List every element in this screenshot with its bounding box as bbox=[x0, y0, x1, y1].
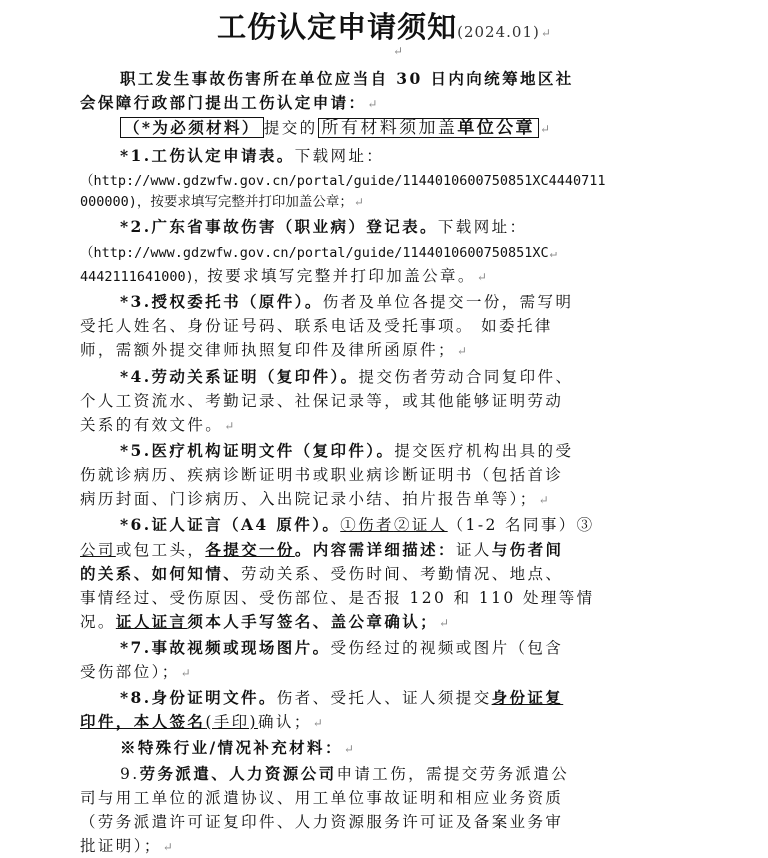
item-9-line-3: （劳务派遣许可证复印件、人力资源服务许可证及备案业务审 bbox=[80, 813, 564, 831]
item-3: *3.授权委托书（原件）。伤者及单位各提交一份，需写明 bbox=[120, 292, 574, 311]
blank-line-mark: ↵ bbox=[393, 44, 404, 58]
item-7-line-2: 受伤部位）；↵ bbox=[80, 663, 194, 681]
item-2: *2.广东省事故伤害（职业病）登记表。下载网址： bbox=[120, 217, 528, 236]
item-6: *6.证人证言（A4 原件）。①伤者②证人（1-2 名同事）③ bbox=[120, 515, 595, 534]
item-9-line-2: 司与用工单位的派遣协议、用工单位事故证明和相应业务资质 bbox=[80, 789, 564, 807]
document-title: 工伤认定申请须知(2024.01)↵ bbox=[217, 10, 551, 44]
item-4-line-2: 个人工资流水、考勤记录、社保记录等，或其他能够证明劳动 bbox=[80, 392, 564, 410]
item-6-line-4: 事情经过、受伤原因、受伤部位、是否报 120 和 110 处理等情 bbox=[80, 589, 595, 607]
item-6-line-2: 公司或包工头，各提交一份。内容需详细描述：证人与伤者间 bbox=[80, 540, 564, 559]
item-7: *7.事故视频或现场图片。受伤经过的视频或图片（包含 bbox=[120, 638, 564, 657]
item-1-url-end: 000000)，按要求填写完整并打印加盖公章；↵ bbox=[80, 194, 367, 210]
item-1-url: （http://www.gdzwfw.gov.cn/portal/guide/1144010600750851XC4440711 bbox=[80, 173, 606, 189]
title-text: 工伤认定申请须知 bbox=[217, 10, 458, 44]
item-5: *5.医疗机构证明文件（复印件）。提交医疗机构出具的受 bbox=[120, 441, 574, 460]
item-5-line-2: 伤就诊病历、疾病诊断证明书或职业病诊断证明书（包括首诊 bbox=[80, 466, 564, 484]
item-5-line-3: 病历封面、门诊病历、入出院记录小结、拍片报告单等）；↵ bbox=[80, 490, 552, 508]
title-date: (2024.01) bbox=[457, 23, 540, 41]
item-4-line-3: 关系的有效文件。↵ bbox=[80, 416, 237, 434]
item-2-url-end: 4442111641000)，按要求填写完整并打印加盖公章。↵ bbox=[80, 267, 490, 285]
item-6-line-3: 的关系、如何知情、劳动关系、受伤时间、考勤情况、地点、 bbox=[80, 564, 564, 583]
item-8: *8.身份证明文件。伤者、受托人、证人须提交身份证复 bbox=[120, 688, 564, 707]
intro-line-2: 会保障行政部门提出工伤认定申请：↵ bbox=[80, 93, 380, 112]
required-note-line: （*为必须材料） 提交的 所有材料须加盖单位公章 ↵ bbox=[120, 117, 552, 140]
item-9-line-4: 批证明）；↵ bbox=[80, 837, 176, 855]
required-note-box: （*为必须材料） bbox=[120, 117, 264, 138]
item-3-line-2: 受托人姓名、身份证号码、联系电话及受托事项。 如委托律 bbox=[80, 317, 553, 335]
item-9: 9.劳务派遣、人力资源公司申请工伤，需提交劳务派遣公 bbox=[120, 764, 570, 783]
special-heading: ※特殊行业/情况补充材料：↵ bbox=[120, 738, 357, 757]
item-4: *4.劳动关系证明（复印件）。提交伤者劳动合同复印件、 bbox=[120, 367, 574, 386]
intro-line-1: 职工发生事故伤害所在单位应当自 30 日内向统筹地区社 bbox=[120, 69, 574, 88]
item-1: *1.工伤认定申请表。下载网址： bbox=[120, 146, 385, 165]
item-6-line-5: 况。证人证言须本人手写签名、盖公章确认；↵ bbox=[80, 612, 452, 631]
item-2-url: （http://www.gdzwfw.gov.cn/portal/guide/1144010600750851XC↵ bbox=[80, 245, 557, 261]
item-3-line-3: 师，需额外提交律师执照复印件及律所函原件；↵ bbox=[80, 341, 470, 359]
seal-requirement-box: 所有材料须加盖单位公章 bbox=[318, 118, 539, 138]
item-8-line-2: 印件，本人签名(手印)确认；↵ bbox=[80, 712, 326, 731]
